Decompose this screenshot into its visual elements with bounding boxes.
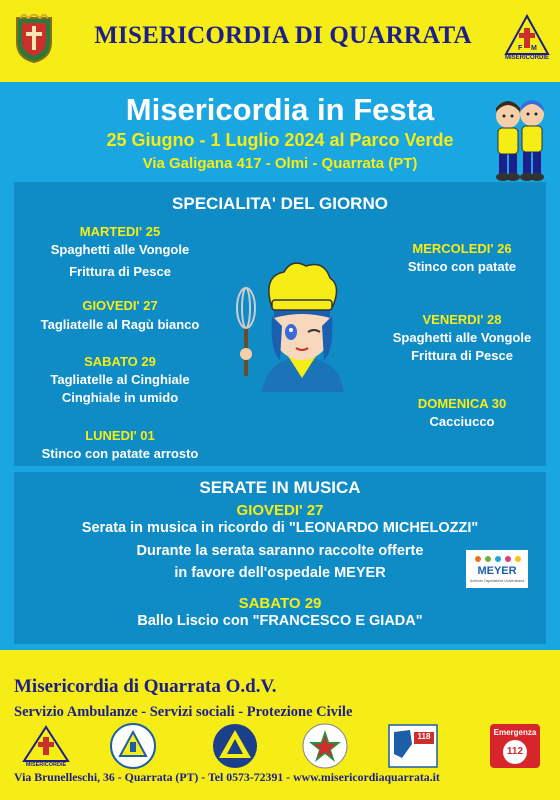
misericordie-logo-icon xyxy=(22,725,70,769)
emergency-number: 112 xyxy=(506,746,524,757)
menu-dish: Spaghetti alle Vongole xyxy=(392,330,532,345)
menu-dish: Frittura di Pesce xyxy=(411,348,513,363)
protezione-civile-triangle-icon xyxy=(210,722,260,770)
menu-day: MARTEDI' 25 xyxy=(79,224,161,239)
contacts-line: Via Brunelleschi, 36 - Quarrata (PT) - Tel 0573-72391 - www.misericordiaquarrata.it xyxy=(14,770,440,784)
meyer-figures-icon xyxy=(472,554,522,564)
menu-day: GIOVEDI' 27 xyxy=(82,298,158,313)
festa-dates: 25 Giugno - 1 Luglio 2024 al Parco Verde xyxy=(106,130,454,150)
protezione-civile-volontariato-icon xyxy=(108,722,158,770)
menu-dish: Stinco con patate xyxy=(407,259,517,274)
meyer-subtitle: Azienda Ospedaliera Universitaria xyxy=(469,579,525,583)
menu-dish: Tagliatelle al Ragù bianco xyxy=(40,317,200,332)
music-day: GIOVEDI' 27 xyxy=(236,502,324,519)
meyer-name: MEYER xyxy=(477,565,517,577)
festa-address: Via Galigana 417 - Olmi - Quarrata (PT) xyxy=(142,155,418,172)
music-line: Durante la serata saranno raccolte offerte xyxy=(136,543,424,559)
festa-title: Misericordia in Festa xyxy=(125,92,435,127)
menu-day: VENERDI' 28 xyxy=(422,312,502,327)
org-title: MISERICORDIA DI QUARRATA xyxy=(94,22,472,49)
meyer-logo xyxy=(466,550,528,588)
chef-illustration xyxy=(232,256,358,392)
music-line: Serata in musica in ricordo di "LEONARDO MICHELOZZI" xyxy=(81,520,479,536)
odv-name: Misericordia di Quarrata O.d.V. xyxy=(14,676,277,697)
music-day: SABATO 29 xyxy=(238,595,322,612)
services-line: Servizio Ambulanze - Servizi sociali - Protezione Civile xyxy=(14,704,353,720)
logo-caption: 118 xyxy=(417,732,431,741)
menu-dish: Cacciucco xyxy=(429,414,495,429)
emergenza-112-icon xyxy=(490,724,540,768)
logo-caption: MISERICORDIE xyxy=(25,762,67,768)
volunteers-illustration xyxy=(486,98,552,184)
svg-text:M: M xyxy=(531,45,537,52)
music-line: Ballo Liscio con "FRANCESCO E GIADA" xyxy=(137,613,423,629)
menu-dish: Stinco con patate arrosto xyxy=(41,446,199,461)
logo-caption: Emergenza xyxy=(493,728,537,737)
coat-of-arms-icon xyxy=(14,14,54,64)
music-line: in favore dell'ospedale MEYER xyxy=(174,565,386,581)
music-title: SERATE IN MUSICA xyxy=(199,478,361,497)
svg-text:F: F xyxy=(518,45,523,52)
menu-dish: Frittura di Pesce xyxy=(69,264,171,279)
logo-caption: MISERICORDIE xyxy=(504,55,549,61)
servizio-civile-icon xyxy=(300,722,350,770)
menu-dish: Cinghiale in umido xyxy=(61,390,179,405)
menu-dish: Spaghetti alle Vongole xyxy=(50,242,190,257)
menu-day: MERCOLEDI' 26 xyxy=(412,241,512,256)
menu-day: LUNEDI' 01 xyxy=(85,428,155,443)
misericordie-logo-icon xyxy=(504,14,550,64)
menu-day: DOMENICA 30 xyxy=(417,396,507,411)
menu-day: SABATO 29 xyxy=(84,354,156,369)
menu-dish: Tagliatelle al Cinghiale xyxy=(50,372,190,387)
pronto-soccorso-118-icon xyxy=(388,724,438,768)
menu-title: SPECIALITA' DEL GIORNO xyxy=(172,194,388,213)
